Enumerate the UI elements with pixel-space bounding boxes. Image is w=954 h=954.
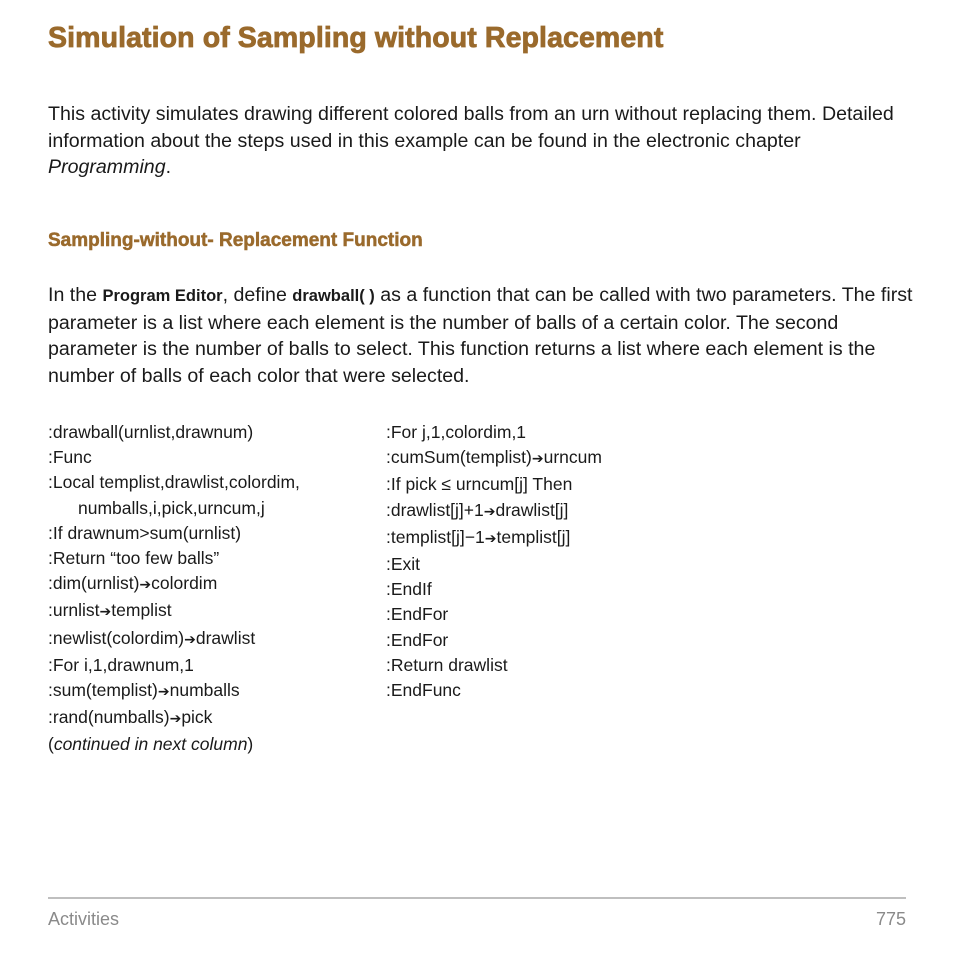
footer-section-name: Activities bbox=[48, 909, 120, 929]
code-expr: :sum(templist) bbox=[48, 680, 158, 701]
code-target: templist[j] bbox=[496, 526, 571, 547]
code-line: :If drawnum>sum(urnlist) bbox=[48, 522, 242, 543]
section-heading: Sampling-without- Replacement Function bbox=[48, 230, 423, 251]
chapter-name: Programming bbox=[48, 156, 166, 178]
intro-paragraph bbox=[48, 101, 918, 181]
description-text: as a function that can be called with two parameters. The first parameter is a list where each element is the number of balls of a certain color. The second parameter is the number of balls to select. This function returns a list where each element is the number of balls of each color that were selected. bbox=[48, 284, 913, 387]
code-line bbox=[386, 498, 716, 525]
code-target: drawlist[j] bbox=[495, 499, 569, 520]
continued-note-text: continued in next column bbox=[53, 734, 248, 755]
code-line: :For i,1,drawnum,1 bbox=[48, 654, 194, 675]
code-line: :drawball(urnlist,drawnum) bbox=[48, 422, 254, 442]
code-line bbox=[48, 626, 378, 653]
code-expr: :drawlist[j]+1 bbox=[386, 499, 484, 520]
code-line: :Return drawlist bbox=[386, 654, 508, 675]
store-arrow-icon: ➔ bbox=[531, 451, 544, 468]
code-line bbox=[48, 598, 378, 625]
code-expr: :newlist(colordim) bbox=[48, 627, 185, 648]
store-arrow-icon: ➔ bbox=[99, 604, 112, 621]
code-line: :EndIf bbox=[386, 579, 432, 600]
code-line: :Func bbox=[48, 447, 92, 468]
store-arrow-icon: ➔ bbox=[157, 684, 170, 701]
description-text: In the bbox=[48, 284, 103, 306]
code-target: urncum bbox=[543, 447, 602, 468]
intro-text: This activity simulates drawing different colored balls from an urn without replacing them. Detailed information about the steps used in this example can be found in the electronic chapter bbox=[48, 103, 894, 152]
code-line bbox=[48, 705, 378, 732]
code-line: :Local templist,drawlist,colordim, bbox=[48, 472, 300, 493]
code-column-right bbox=[386, 420, 716, 703]
store-arrow-icon: ➔ bbox=[139, 577, 152, 594]
footer-page-number: 775 bbox=[875, 909, 906, 929]
intro-text-end: . bbox=[165, 156, 172, 178]
code-line: :Return “too few balls” bbox=[48, 548, 220, 569]
code-line: :If pick ≤ urncum[j] Then bbox=[386, 474, 573, 495]
code-expr: :rand(numballs) bbox=[48, 707, 170, 728]
code-line: :EndFunc bbox=[386, 680, 461, 701]
code-line: :EndFor bbox=[386, 604, 449, 625]
code-line bbox=[386, 445, 716, 472]
code-target: templist bbox=[111, 600, 172, 621]
function-name-term: drawball( ) bbox=[292, 287, 375, 305]
code-column-left bbox=[48, 420, 378, 758]
continued-note bbox=[48, 732, 378, 757]
store-arrow-icon: ➔ bbox=[483, 503, 496, 520]
code-line bbox=[48, 678, 378, 705]
code-expr: :urnlist bbox=[48, 600, 100, 621]
code-target: drawlist bbox=[195, 627, 256, 648]
paren: ) bbox=[247, 734, 254, 755]
code-expr: :cumSum(templist) bbox=[386, 447, 532, 468]
code-line: :Exit bbox=[386, 554, 421, 575]
code-expr: :dim(urnlist) bbox=[48, 573, 140, 594]
code-target: pick bbox=[181, 707, 213, 728]
program-editor-term: Program Editor bbox=[102, 287, 223, 305]
code-line bbox=[48, 571, 378, 598]
store-arrow-icon: ➔ bbox=[169, 711, 182, 728]
page-title: Simulation of Sampling without Replacement bbox=[48, 22, 664, 54]
code-target: colordim bbox=[151, 573, 218, 594]
code-line bbox=[386, 525, 716, 552]
code-expr: :templist[j]−1 bbox=[386, 526, 485, 547]
paren: ( bbox=[48, 734, 54, 755]
description-paragraph bbox=[48, 282, 918, 389]
description-text: , define bbox=[222, 284, 293, 306]
footer-divider bbox=[48, 897, 906, 899]
code-line: :For j,1,colordim,1 bbox=[386, 422, 527, 442]
code-line: numballs,i,pick,urncum,j bbox=[78, 497, 265, 518]
code-line: :EndFor bbox=[386, 629, 449, 650]
code-target: numballs bbox=[169, 680, 240, 701]
store-arrow-icon: ➔ bbox=[184, 631, 196, 648]
store-arrow-icon: ➔ bbox=[484, 530, 497, 547]
